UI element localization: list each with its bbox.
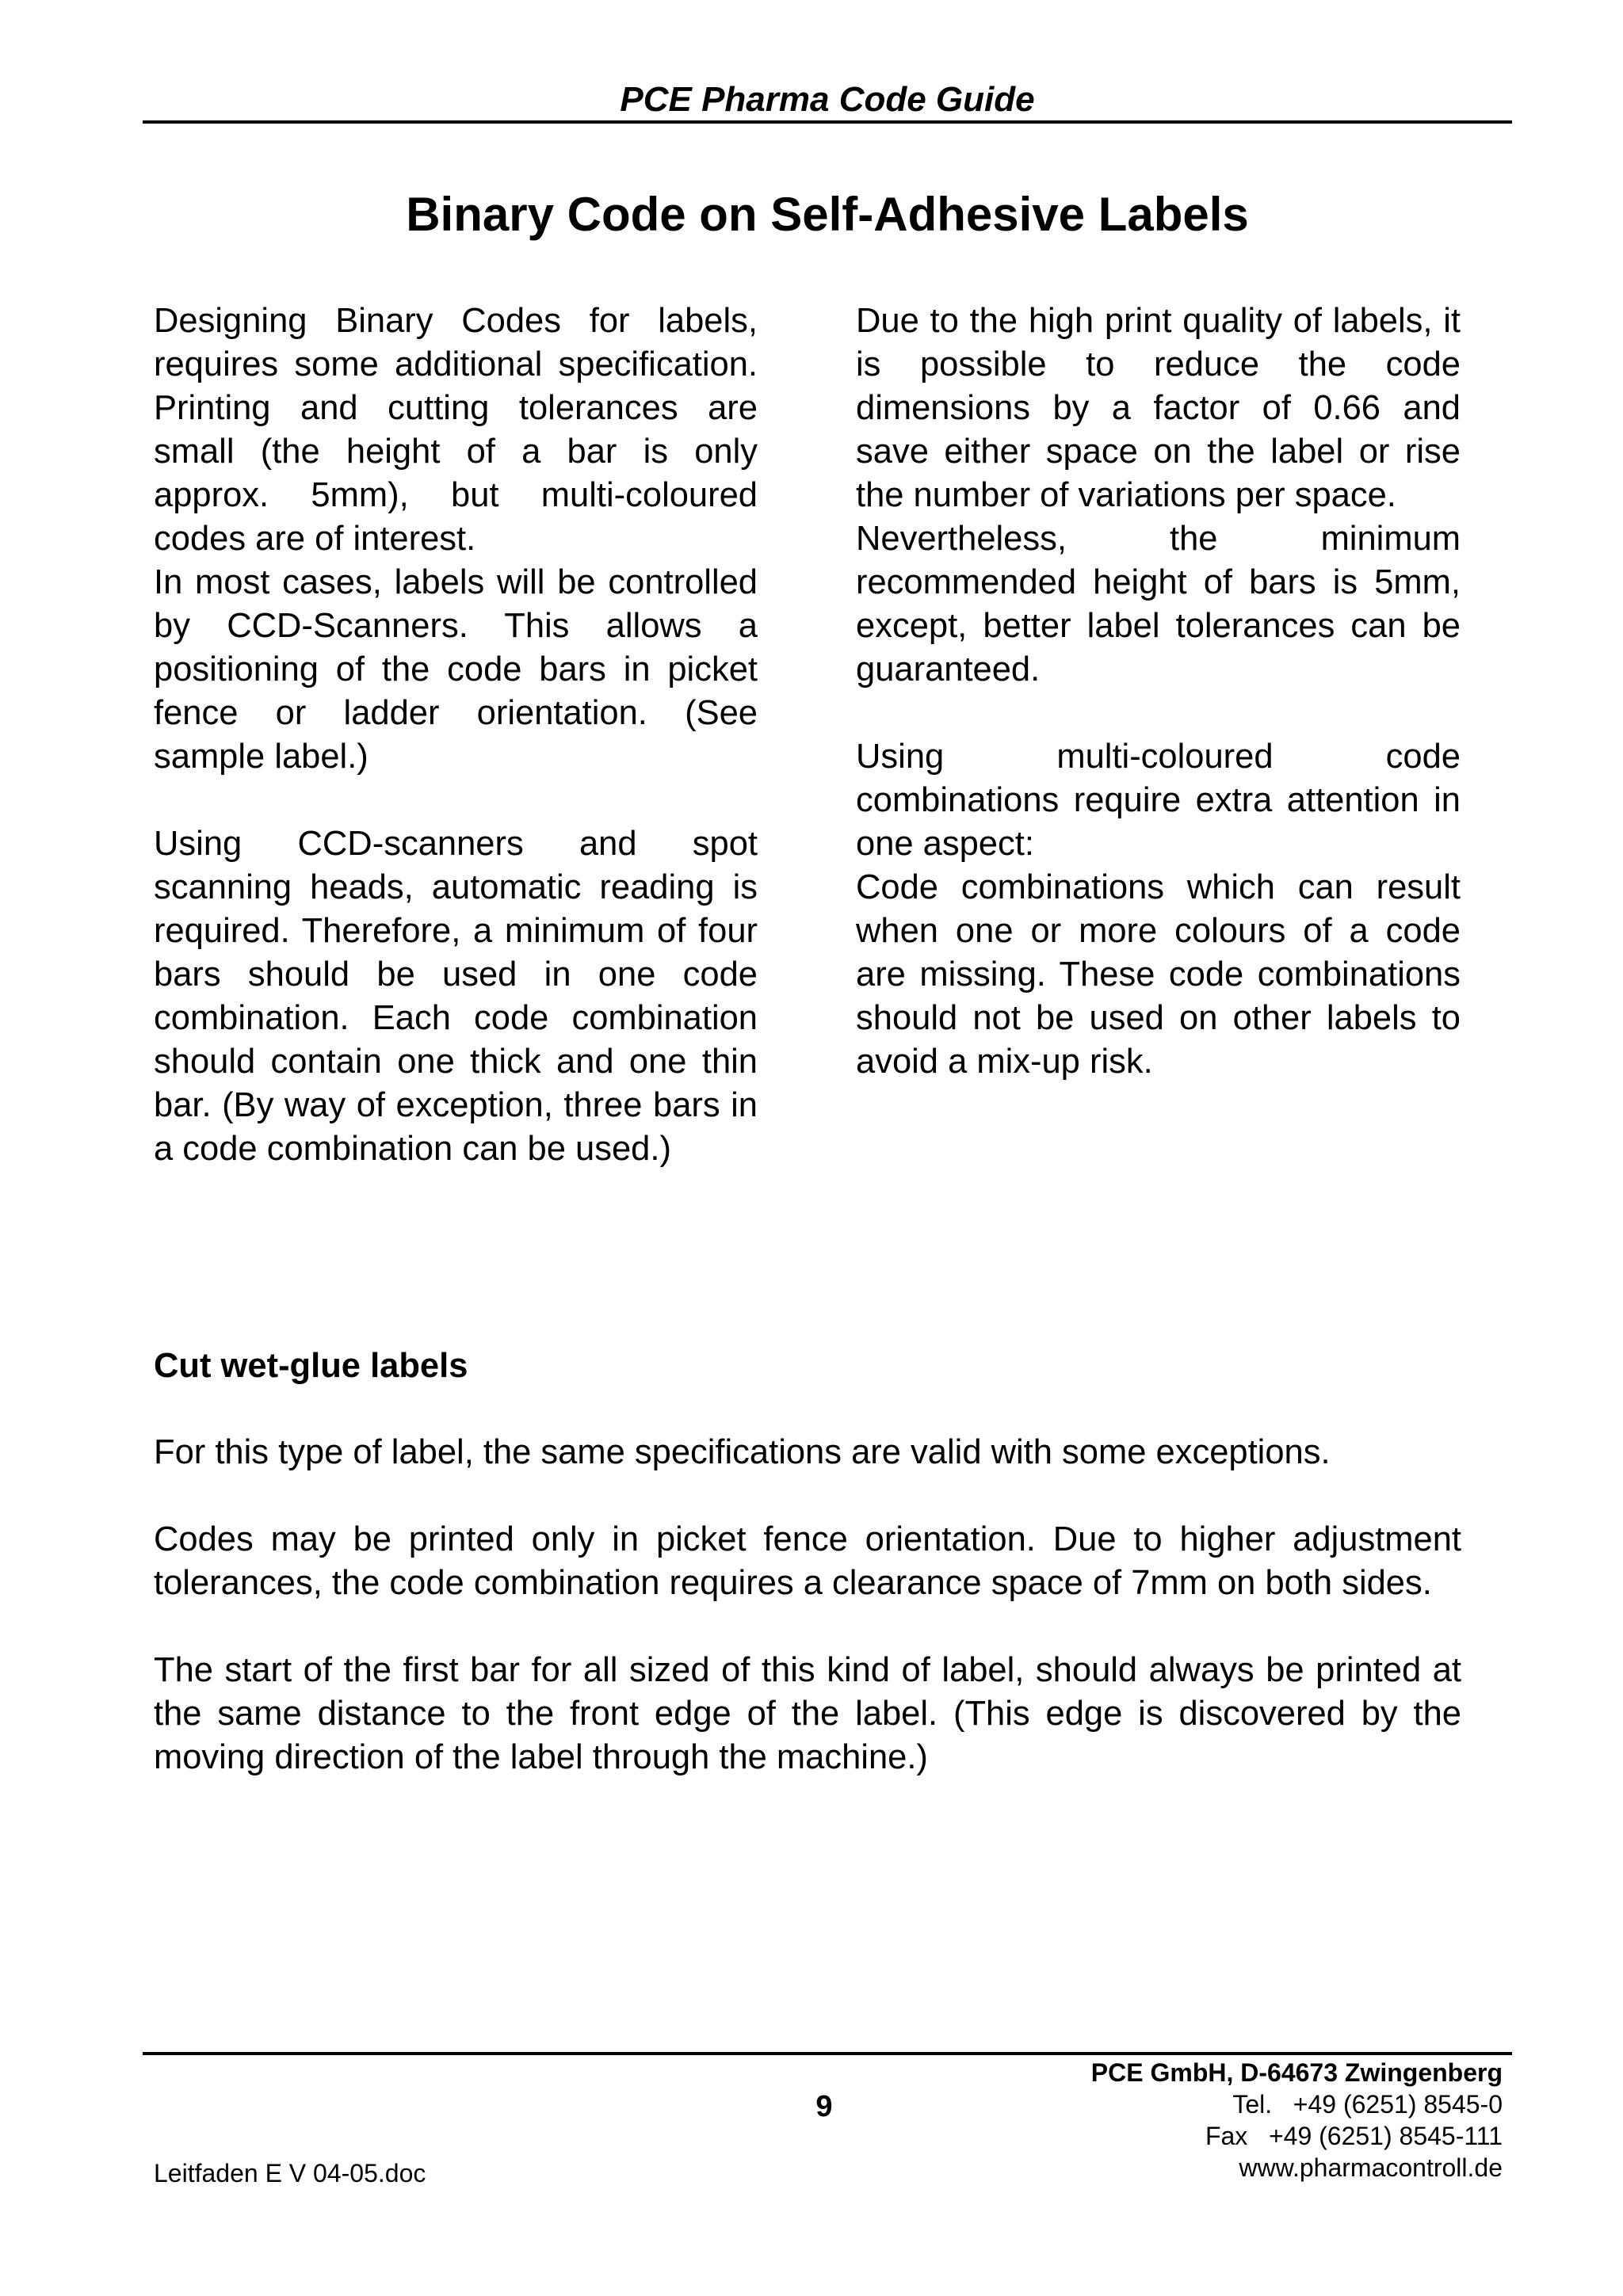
footer-file-name: Leitfaden E V 04-05.doc	[154, 2159, 426, 2187]
right-paragraph-4: Code combinations which can result when one or more colours of a code are missing. These code combinations should not be used on other labels to avoid a mix-up risk.	[856, 868, 1461, 1081]
right-paragraph-2: Nevertheless, the minimum recommended height of bars is 5mm, except, better label tolerances can be guaranteed.	[856, 520, 1461, 688]
left-paragraph-1: Designing Binary Codes for labels, requires some additional specification. Printing and cutting tolerances are small (the height of a bar is only approx. 5mm), but multi-coloured codes are of interest.	[154, 302, 758, 558]
left-column	[154, 299, 758, 1171]
section-paragraph-1: For this type of label, the same specifications are valid with some exceptions.	[154, 1433, 1331, 1471]
page-title: Binary Code on Self-Adhesive Labels	[406, 188, 1249, 241]
section-heading: Cut wet-glue labels	[154, 1347, 468, 1385]
section-body	[154, 1431, 1461, 1823]
section-paragraph-3: The start of the first bar for all sized of this kind of label, should always be printed at the same distance to the front edge of the label. (This edge is discovered by the moving direction of the label through the machine.)	[154, 1651, 1461, 1776]
header-divider	[143, 120, 1512, 124]
footer-company: PCE GmbH, D-64673 Zwingenberg	[1090, 2058, 1503, 2087]
section-paragraph-2: Codes may be printed only in picket fence orientation. Due to higher adjustment tolerances, the code combination requires a clearance space of 7mm on both sides.	[154, 1520, 1461, 1602]
footer-contact-block	[1091, 2057, 1503, 2183]
right-paragraph-1: Due to the high print quality of labels, it is possible to reduce the code dimensions by a factor of 0.66 and save either space on the label or rise the number of variations per space.	[856, 302, 1461, 514]
footer-divider	[143, 2052, 1512, 2055]
footer-website: www.pharmacontroll.de	[1239, 2153, 1503, 2182]
right-paragraph-3: Using multi-coloured code combinations require extra attention in one aspect:	[856, 738, 1461, 863]
footer-fax: Fax +49 (6251) 8545-111	[1205, 2122, 1503, 2150]
footer-phone: Tel. +49 (6251) 8545-0	[1232, 2090, 1503, 2119]
left-paragraph-3: Using CCD-scanners and spot scanning heads, automatic reading is required. Therefore, a minimum of four bars should be used in one code combination. Each code combination should contain one thick and one thin bar. (By way of exception, three bars in a code combination can be used.)	[154, 825, 758, 1168]
right-column	[856, 299, 1461, 1084]
running-header-title: PCE Pharma Code Guide	[620, 80, 1035, 119]
left-paragraph-2: In most cases, labels will be controlled by CCD-Scanners. This allows a positioning of the code bars in picket fence or ladder orientation. (See sample label.)	[154, 563, 758, 776]
page-number: 9	[815, 2090, 833, 2123]
